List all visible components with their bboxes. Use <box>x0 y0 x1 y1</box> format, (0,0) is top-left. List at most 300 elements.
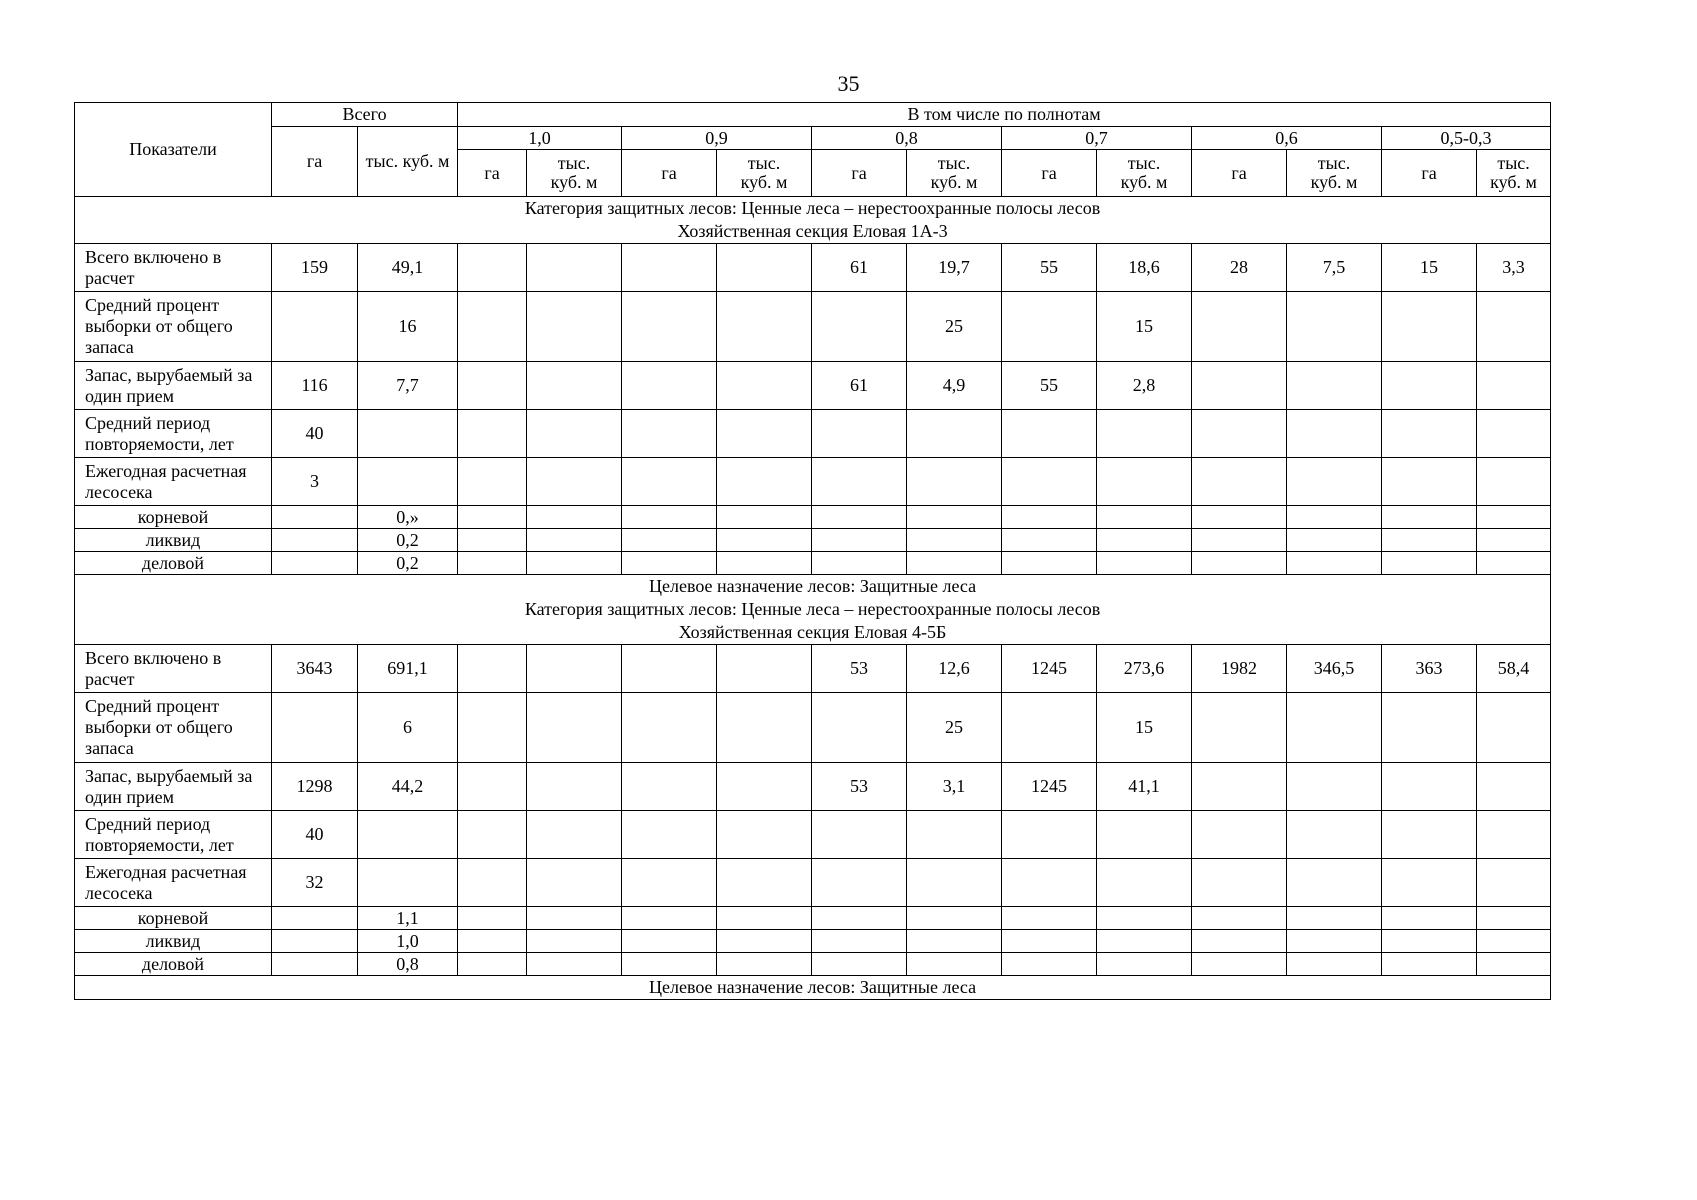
table-cell <box>907 410 1002 458</box>
table-cell <box>717 859 812 907</box>
table-cell <box>1002 930 1097 953</box>
table-cell <box>1287 506 1382 529</box>
table-cell: 53 <box>812 645 907 693</box>
volume-subheader-line: куб. м <box>1120 172 1168 192</box>
table-cell <box>717 953 812 976</box>
header-row-1 <box>75 103 1551 127</box>
table-row <box>75 811 1551 859</box>
table-cell <box>1382 763 1477 811</box>
table-cell: 0,» <box>358 506 458 529</box>
volume-subheader <box>527 150 622 197</box>
row-label: Средний период повторяемости, лет <box>75 811 272 859</box>
table-cell <box>358 859 458 907</box>
header-row-2 <box>75 127 1551 150</box>
table-cell <box>907 552 1002 575</box>
table-cell <box>272 552 358 575</box>
table-cell <box>622 529 717 552</box>
section-heading-line: Целевое назначение лесов: Защитные леса <box>649 977 977 997</box>
volume-subheader-line: тыс. <box>1127 153 1161 173</box>
table-cell <box>812 953 907 976</box>
table-cell <box>1477 953 1551 976</box>
table-cell <box>717 693 812 763</box>
table-cell <box>907 506 1002 529</box>
table-cell <box>1192 693 1287 763</box>
table-cell <box>907 907 1002 930</box>
table-cell <box>458 410 527 458</box>
table-cell <box>1192 410 1287 458</box>
forest-cutting-table <box>74 102 1551 1000</box>
section-heading-line: Хозяйственная секция Еловая 1А-3 <box>677 221 948 241</box>
table-cell <box>527 907 622 930</box>
table-cell: 3,1 <box>907 763 1002 811</box>
table-cell <box>527 506 622 529</box>
table-cell <box>458 859 527 907</box>
table-row <box>75 693 1551 763</box>
table-cell: 0,2 <box>358 552 458 575</box>
table-cell <box>1287 410 1382 458</box>
table-cell <box>1097 529 1192 552</box>
table-cell <box>1287 907 1382 930</box>
table-row <box>75 907 1551 930</box>
table-cell <box>717 907 812 930</box>
table-cell <box>1382 552 1477 575</box>
section-heading-row <box>75 976 1551 1000</box>
table-cell <box>358 458 458 506</box>
table-cell <box>1382 953 1477 976</box>
table-cell <box>272 292 358 362</box>
table-cell <box>812 693 907 763</box>
table-cell <box>458 244 527 292</box>
table-cell <box>527 693 622 763</box>
table-cell <box>1477 693 1551 763</box>
table-cell: 7,7 <box>358 362 458 410</box>
table-cell <box>527 552 622 575</box>
table-cell <box>812 930 907 953</box>
table-row <box>75 410 1551 458</box>
volume-subheader-line: тыс. <box>747 153 781 173</box>
table-cell <box>907 529 1002 552</box>
table-cell <box>1192 953 1287 976</box>
table-cell <box>1192 859 1287 907</box>
volume-subheader-line: куб. м <box>740 172 788 192</box>
table-cell <box>1477 859 1551 907</box>
table-cell <box>1287 362 1382 410</box>
table-cell <box>1192 362 1287 410</box>
volume-subheader-line: тыс. <box>1317 153 1351 173</box>
table-cell <box>622 244 717 292</box>
table-cell <box>458 811 527 859</box>
row-label: Запас, вырубаемый за один прием <box>75 362 272 410</box>
table-cell: 1245 <box>1002 763 1097 811</box>
table-cell <box>527 811 622 859</box>
table-cell <box>527 930 622 953</box>
table-cell <box>1477 506 1551 529</box>
table-cell: 1,0 <box>358 930 458 953</box>
table-cell <box>1002 292 1097 362</box>
table-cell <box>1002 859 1097 907</box>
table-cell: 273,6 <box>1097 645 1192 693</box>
table-cell <box>717 362 812 410</box>
table-cell <box>1002 693 1097 763</box>
table-cell <box>1382 811 1477 859</box>
volume-subheader <box>1287 150 1382 197</box>
table-cell <box>1002 410 1097 458</box>
ha-subheader: га <box>458 150 527 197</box>
table-cell <box>458 292 527 362</box>
table-cell: 53 <box>812 763 907 811</box>
total-volume-header: тыс. куб. м <box>358 127 458 197</box>
volume-subheader-line: тыс. <box>1497 153 1530 173</box>
table-cell <box>358 811 458 859</box>
table-cell: 4,9 <box>907 362 1002 410</box>
table-cell: 19,7 <box>907 244 1002 292</box>
table-cell <box>622 458 717 506</box>
table-cell <box>1477 410 1551 458</box>
row-label: Ежегодная расчетная лесосека <box>75 859 272 907</box>
table-row <box>75 930 1551 953</box>
table-cell <box>527 362 622 410</box>
table-row <box>75 506 1551 529</box>
table-cell <box>717 552 812 575</box>
table-cell <box>1192 552 1287 575</box>
section-heading <box>75 575 1551 645</box>
table-cell <box>1192 811 1287 859</box>
table-cell <box>812 907 907 930</box>
table-cell <box>272 693 358 763</box>
table-row <box>75 362 1551 410</box>
table-cell <box>1382 362 1477 410</box>
row-label: ликвид <box>75 529 272 552</box>
table-cell: 28 <box>1192 244 1287 292</box>
table-cell <box>907 458 1002 506</box>
page-number: 35 <box>837 71 860 96</box>
table-cell <box>1382 506 1477 529</box>
table-cell: 1982 <box>1192 645 1287 693</box>
density-header: 1,0 <box>458 127 622 150</box>
table-cell <box>622 811 717 859</box>
table-cell <box>1192 458 1287 506</box>
table-cell <box>717 811 812 859</box>
row-label: деловой <box>75 552 272 575</box>
table-cell: 15 <box>1097 693 1192 763</box>
table-cell <box>458 907 527 930</box>
table-cell <box>1382 907 1477 930</box>
table-cell <box>1477 292 1551 362</box>
table-cell <box>717 763 812 811</box>
section-heading-line: Категория защитных лесов: Ценные леса – нерестоохранные полосы лесов <box>524 198 1101 218</box>
table-cell: 3 <box>272 458 358 506</box>
table-cell <box>1002 529 1097 552</box>
table-cell <box>1477 930 1551 953</box>
table-cell <box>622 506 717 529</box>
table-body <box>75 103 1551 1000</box>
table-cell: 6 <box>358 693 458 763</box>
table-cell: 16 <box>358 292 458 362</box>
table-cell <box>1287 859 1382 907</box>
table-cell <box>1097 907 1192 930</box>
table-cell <box>458 458 527 506</box>
table-cell <box>717 645 812 693</box>
table-cell: 1,1 <box>358 907 458 930</box>
table-cell <box>1382 693 1477 763</box>
table-cell <box>1192 763 1287 811</box>
table-cell: 159 <box>272 244 358 292</box>
table-cell <box>1382 292 1477 362</box>
total-header: Всего <box>272 103 458 127</box>
table-cell: 15 <box>1097 292 1192 362</box>
ha-subheader: га <box>622 150 717 197</box>
table-cell <box>622 763 717 811</box>
table-cell <box>458 362 527 410</box>
table-row <box>75 244 1551 292</box>
table-cell <box>458 763 527 811</box>
table-cell <box>907 953 1002 976</box>
table-cell <box>1002 458 1097 506</box>
table-cell <box>527 244 622 292</box>
table-cell: 25 <box>907 693 1002 763</box>
table-cell <box>1002 907 1097 930</box>
table-cell <box>622 362 717 410</box>
table-cell <box>622 907 717 930</box>
table-cell <box>1097 506 1192 529</box>
density-header: 0,8 <box>812 127 1002 150</box>
table-cell <box>1477 362 1551 410</box>
table-cell <box>1097 859 1192 907</box>
table-cell <box>527 859 622 907</box>
table-cell: 363 <box>1382 645 1477 693</box>
section-heading <box>75 976 1551 1000</box>
table-cell <box>1097 930 1192 953</box>
table-cell: 18,6 <box>1097 244 1192 292</box>
table-cell <box>527 529 622 552</box>
table-cell <box>1287 292 1382 362</box>
table-cell: 12,6 <box>907 645 1002 693</box>
table-cell <box>1192 930 1287 953</box>
table-cell <box>812 552 907 575</box>
table-cell <box>1382 410 1477 458</box>
ha-subheader: га <box>1002 150 1097 197</box>
table-cell: 40 <box>272 811 358 859</box>
table-cell <box>717 529 812 552</box>
table-row <box>75 859 1551 907</box>
table-cell <box>812 458 907 506</box>
table-cell: 1245 <box>1002 645 1097 693</box>
table-cell: 1298 <box>272 763 358 811</box>
table-cell <box>1002 552 1097 575</box>
row-label: корневой <box>75 907 272 930</box>
row-label: Средний процент выборки от общего запаса <box>75 292 272 362</box>
table-row <box>75 645 1551 693</box>
table-cell <box>812 811 907 859</box>
table-cell <box>527 763 622 811</box>
table-cell: 3,3 <box>1477 244 1551 292</box>
table-cell <box>1002 953 1097 976</box>
table-cell <box>717 930 812 953</box>
table-cell <box>622 859 717 907</box>
table-cell <box>1477 763 1551 811</box>
table-cell <box>1287 953 1382 976</box>
volume-subheader <box>907 150 1002 197</box>
table-cell <box>812 410 907 458</box>
density-header: 0,7 <box>1002 127 1192 150</box>
table-cell <box>458 930 527 953</box>
table-cell: 15 <box>1382 244 1477 292</box>
table-cell <box>1002 811 1097 859</box>
table-cell <box>458 953 527 976</box>
table-cell <box>1287 763 1382 811</box>
table-cell <box>622 953 717 976</box>
table-row <box>75 529 1551 552</box>
table-cell <box>527 645 622 693</box>
table-cell <box>1192 506 1287 529</box>
volume-subheader-line: тыс. <box>557 153 591 173</box>
table-cell: 3643 <box>272 645 358 693</box>
indicators-header: Показатели <box>75 103 272 197</box>
table-cell <box>358 410 458 458</box>
density-header: 0,9 <box>622 127 812 150</box>
table-cell: 691,1 <box>358 645 458 693</box>
table-cell: 7,5 <box>1287 244 1382 292</box>
table-cell <box>622 410 717 458</box>
table-cell: 58,4 <box>1477 645 1551 693</box>
table-cell: 61 <box>812 244 907 292</box>
table-cell <box>1287 529 1382 552</box>
volume-subheader-line: куб. м <box>1310 172 1358 192</box>
table-cell <box>717 458 812 506</box>
table-cell <box>907 930 1002 953</box>
table-cell <box>458 552 527 575</box>
table-cell <box>272 907 358 930</box>
table-row <box>75 458 1551 506</box>
table-cell: 55 <box>1002 244 1097 292</box>
row-label: корневой <box>75 506 272 529</box>
table-cell <box>1382 859 1477 907</box>
section-heading-line: Целевое назначение лесов: Защитные леса <box>649 576 977 596</box>
table-cell <box>1382 458 1477 506</box>
total-ha-header: га <box>272 127 358 197</box>
table-cell <box>1097 811 1192 859</box>
table-cell <box>907 811 1002 859</box>
ha-subheader: га <box>812 150 907 197</box>
volume-subheader-line: куб. м <box>1490 172 1537 192</box>
table-cell <box>1192 907 1287 930</box>
section-heading-row <box>75 575 1551 645</box>
table-cell <box>1287 552 1382 575</box>
table-cell: 61 <box>812 362 907 410</box>
table-cell <box>812 506 907 529</box>
section-heading-line: Категория защитных лесов: Ценные леса – нерестоохранные полосы лесов <box>524 599 1101 619</box>
table-cell <box>458 645 527 693</box>
volume-subheader-line: куб. м <box>550 172 598 192</box>
table-cell <box>1477 529 1551 552</box>
table-cell <box>812 859 907 907</box>
table-cell <box>527 458 622 506</box>
row-label: Ежегодная расчетная лесосека <box>75 458 272 506</box>
table-cell: 32 <box>272 859 358 907</box>
row-label: Всего включено в расчет <box>75 645 272 693</box>
row-label: Всего включено в расчет <box>75 244 272 292</box>
table-cell <box>1287 458 1382 506</box>
table-cell <box>1477 811 1551 859</box>
table-cell <box>458 506 527 529</box>
table-cell <box>1002 506 1097 529</box>
table-cell <box>717 244 812 292</box>
table-cell: 0,2 <box>358 529 458 552</box>
table-cell <box>1097 552 1192 575</box>
table-row <box>75 552 1551 575</box>
table-cell <box>717 292 812 362</box>
table-cell: 2,8 <box>1097 362 1192 410</box>
volume-subheader <box>1097 150 1192 197</box>
table-cell <box>622 645 717 693</box>
table-cell <box>272 529 358 552</box>
section-heading <box>75 197 1551 244</box>
table-cell <box>1477 907 1551 930</box>
table-cell <box>812 529 907 552</box>
row-label: Запас, вырубаемый за один прием <box>75 763 272 811</box>
section-heading-row <box>75 197 1551 244</box>
table-cell <box>272 930 358 953</box>
density-header: 0,6 <box>1192 127 1382 150</box>
table-cell <box>1287 693 1382 763</box>
table-cell <box>717 410 812 458</box>
section-heading-line: Хозяйственная секция Еловая 4-5Б <box>678 622 947 642</box>
table-cell <box>527 410 622 458</box>
table-cell <box>1192 529 1287 552</box>
table-cell <box>1287 930 1382 953</box>
table-row <box>75 292 1551 362</box>
table-cell: 0,8 <box>358 953 458 976</box>
table-cell <box>622 552 717 575</box>
table-cell <box>272 506 358 529</box>
table-cell <box>1097 458 1192 506</box>
ha-subheader: га <box>1192 150 1287 197</box>
table-cell <box>458 529 527 552</box>
row-label: Средний процент выборки от общего запаса <box>75 693 272 763</box>
row-label: ликвид <box>75 930 272 953</box>
volume-subheader <box>1477 150 1551 197</box>
table-row <box>75 763 1551 811</box>
table-cell <box>622 930 717 953</box>
table-cell <box>1477 552 1551 575</box>
table-cell <box>1192 292 1287 362</box>
table-cell <box>1097 410 1192 458</box>
table-cell: 346,5 <box>1287 645 1382 693</box>
table-cell <box>622 292 717 362</box>
table-row <box>75 953 1551 976</box>
table-cell: 25 <box>907 292 1002 362</box>
row-label: Средний период повторяемости, лет <box>75 410 272 458</box>
table-cell <box>1382 529 1477 552</box>
table-cell <box>527 953 622 976</box>
table-cell <box>717 506 812 529</box>
table-cell <box>907 859 1002 907</box>
table-cell <box>1477 458 1551 506</box>
table-cell: 49,1 <box>358 244 458 292</box>
table-cell <box>458 693 527 763</box>
by-density-header: В том числе по полнотам <box>458 103 1551 127</box>
density-header: 0,5-0,3 <box>1382 127 1551 150</box>
table-cell <box>1287 811 1382 859</box>
volume-subheader-line: куб. м <box>930 172 978 192</box>
table-cell: 41,1 <box>1097 763 1192 811</box>
table-cell <box>527 292 622 362</box>
table-cell: 55 <box>1002 362 1097 410</box>
table-cell <box>1382 930 1477 953</box>
table-cell: 40 <box>272 410 358 458</box>
row-label: деловой <box>75 953 272 976</box>
table-cell: 44,2 <box>358 763 458 811</box>
